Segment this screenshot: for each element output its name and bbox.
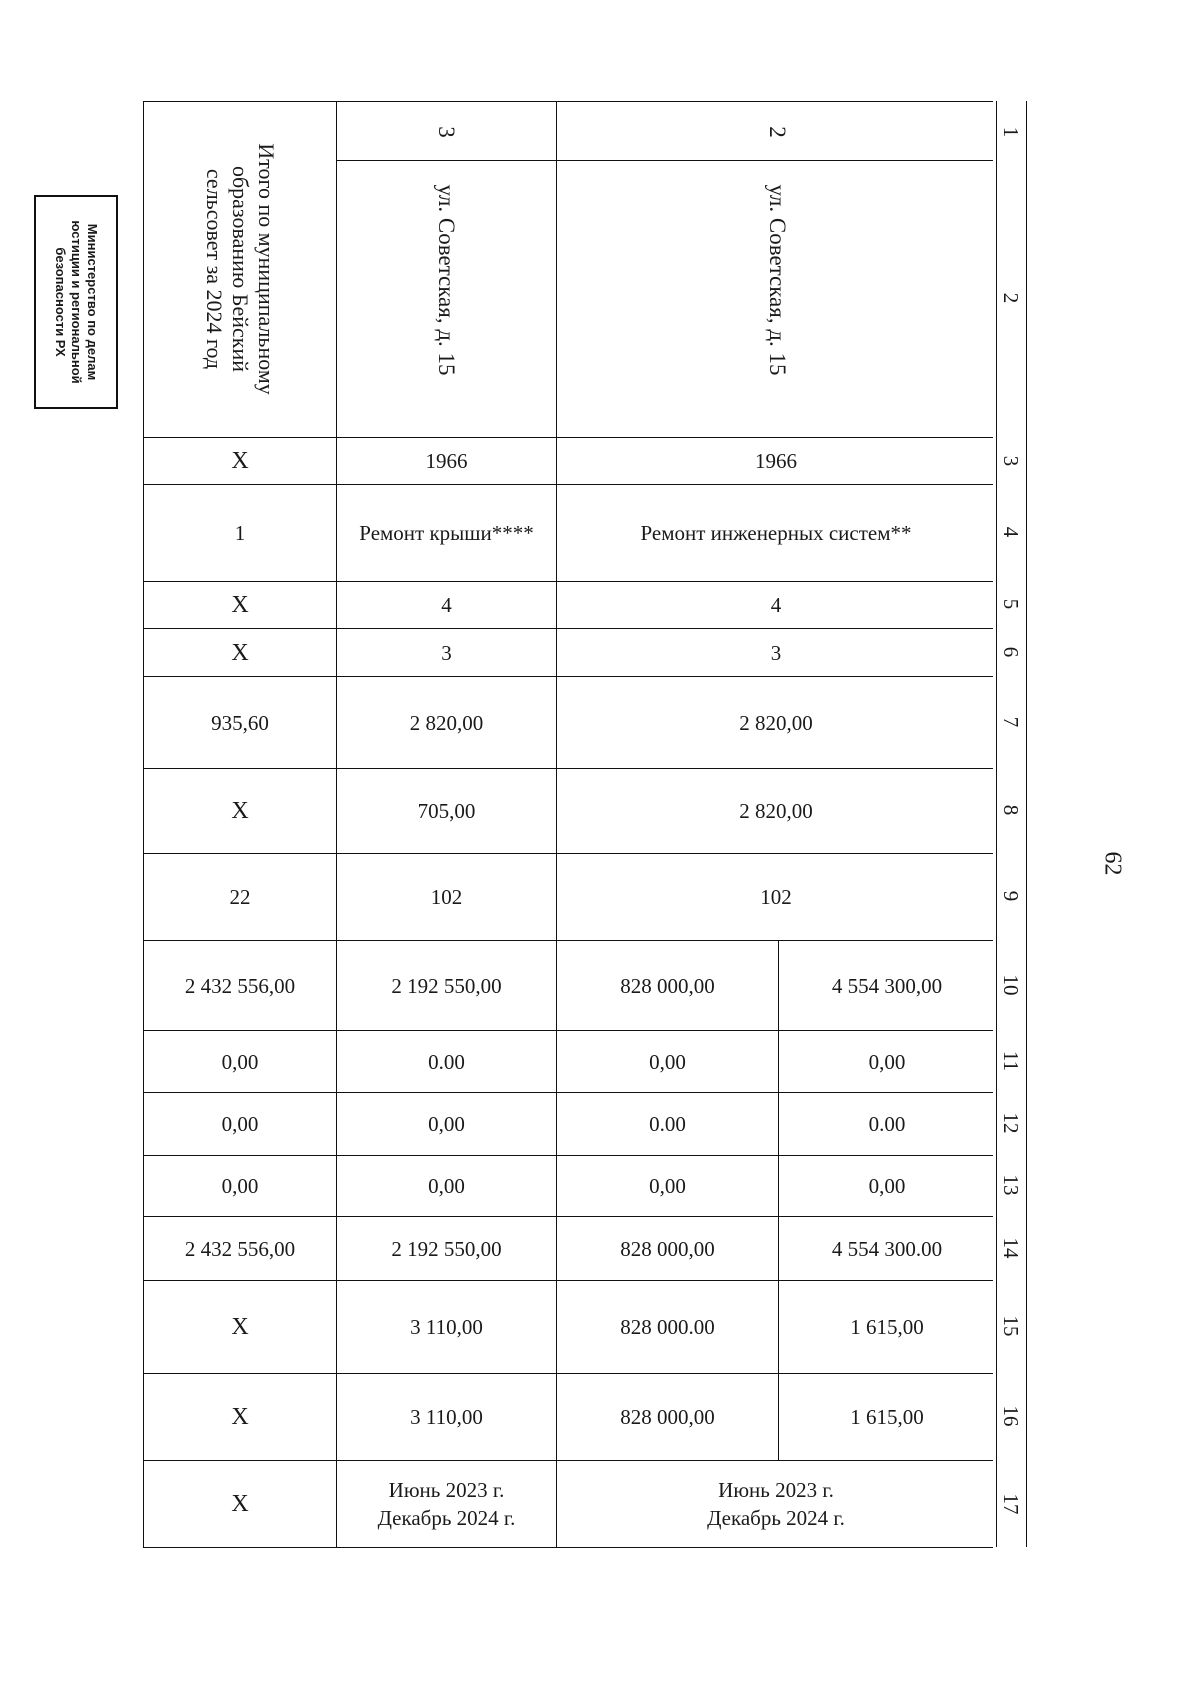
value-cell: 3 110,00 <box>410 1405 483 1429</box>
value-cell: 828 000,00 <box>620 973 715 998</box>
stamp-line: безопасности РХ <box>53 247 68 357</box>
column-number: 10 <box>999 974 1023 996</box>
column-number: 1 <box>999 126 1023 138</box>
column-number: 9 <box>999 890 1023 902</box>
column-number: 6 <box>999 646 1023 658</box>
total-cell: X <box>231 1404 249 1430</box>
total-cell: 1 <box>234 521 246 545</box>
total-cell: X <box>231 448 249 474</box>
total-cell: X <box>231 1314 249 1340</box>
column-number: 12 <box>999 1112 1023 1134</box>
value-cell: 102 <box>430 885 463 909</box>
value-cell: 102 <box>760 885 792 909</box>
column-number: 8 <box>999 804 1023 816</box>
column-number: 4 <box>999 526 1023 538</box>
column-number: 17 <box>999 1493 1023 1515</box>
total-cell: 0,00 <box>221 1112 259 1136</box>
total-cell: X <box>231 1491 249 1517</box>
total-label: Итого по муниципальному образованию Бейский сельсовет за 2024 год <box>202 143 279 395</box>
value-cell: 2 192 550,00 <box>391 1236 502 1261</box>
stamp-line: Министерство по делам <box>85 223 100 381</box>
value-cell: 0,00 <box>868 1174 906 1198</box>
total-cell: X <box>231 639 249 666</box>
period-cell: Июнь 2023 г. Декабрь 2024 г. <box>707 1478 845 1530</box>
value-cell: 4 <box>441 593 452 617</box>
work-type-cell: Ремонт крыши**** <box>359 521 534 545</box>
column-number: 13 <box>999 1174 1023 1196</box>
value-cell: 0.00 <box>868 1112 906 1136</box>
value-cell: 828 000,00 <box>620 1236 715 1261</box>
column-number: 5 <box>999 598 1023 610</box>
value-cell: 4 554 300,00 <box>831 973 943 998</box>
total-cell: 0,00 <box>221 1049 259 1074</box>
row-number: 3 <box>434 126 459 138</box>
value-cell: 0.00 <box>428 1049 465 1074</box>
ministry-stamp <box>34 195 118 409</box>
value-cell: 2 820,00 <box>739 710 813 735</box>
value-cell: 3 <box>770 640 782 665</box>
page-number: 62 <box>1099 851 1126 876</box>
year-cell: 1966 <box>755 449 797 473</box>
value-cell: 2 820,00 <box>739 799 813 823</box>
value-cell: 0.00 <box>649 1112 686 1136</box>
column-number: 2 <box>999 292 1023 304</box>
column-number: 7 <box>999 716 1023 728</box>
value-cell: 1 615,00 <box>850 1405 924 1429</box>
value-cell: 0,00 <box>428 1112 465 1136</box>
work-type-cell: Ремонт инженерных систем** <box>640 521 912 545</box>
value-cell: 4 554 300.00 <box>831 1236 943 1261</box>
value-cell: 0,00 <box>428 1174 465 1198</box>
total-cell: 935,60 <box>211 710 269 735</box>
row-number: 2 <box>765 126 790 138</box>
value-cell: 828 000,00 <box>620 1405 715 1429</box>
total-cell: 2 432 556,00 <box>184 1236 296 1261</box>
total-cell: 0,00 <box>221 1174 259 1198</box>
value-cell: 3 110,00 <box>410 1315 483 1339</box>
value-cell: 0,00 <box>649 1174 686 1198</box>
year-cell: 1966 <box>425 449 468 473</box>
value-cell: 0,00 <box>649 1049 686 1074</box>
column-number: 16 <box>999 1405 1023 1427</box>
period-cell: Июнь 2023 г. Декабрь 2024 г. <box>377 1478 516 1530</box>
column-number: 14 <box>999 1237 1023 1259</box>
value-cell: 0,00 <box>868 1049 906 1074</box>
value-cell: 705,00 <box>417 799 476 823</box>
address-cell: ул. Советская, д. 15 <box>434 184 459 376</box>
stamp-line: юстиции и региональной <box>69 220 84 384</box>
total-cell: 2 432 556,00 <box>184 973 296 998</box>
value-cell: 2 820,00 <box>409 710 484 735</box>
value-cell: 4 <box>770 593 782 617</box>
value-cell: 2 192 550,00 <box>391 973 502 998</box>
column-number: 3 <box>999 455 1023 467</box>
total-cell: X <box>231 798 249 824</box>
value-cell: 3 <box>441 640 452 665</box>
column-number: 15 <box>999 1315 1023 1337</box>
value-cell: 828 000.00 <box>620 1315 715 1339</box>
total-cell: X <box>231 592 249 618</box>
total-cell: 22 <box>229 885 251 909</box>
column-number: 11 <box>999 1050 1023 1072</box>
address-cell: ул. Советская, д. 15 <box>765 184 790 376</box>
value-cell: 1 615,00 <box>850 1315 924 1339</box>
